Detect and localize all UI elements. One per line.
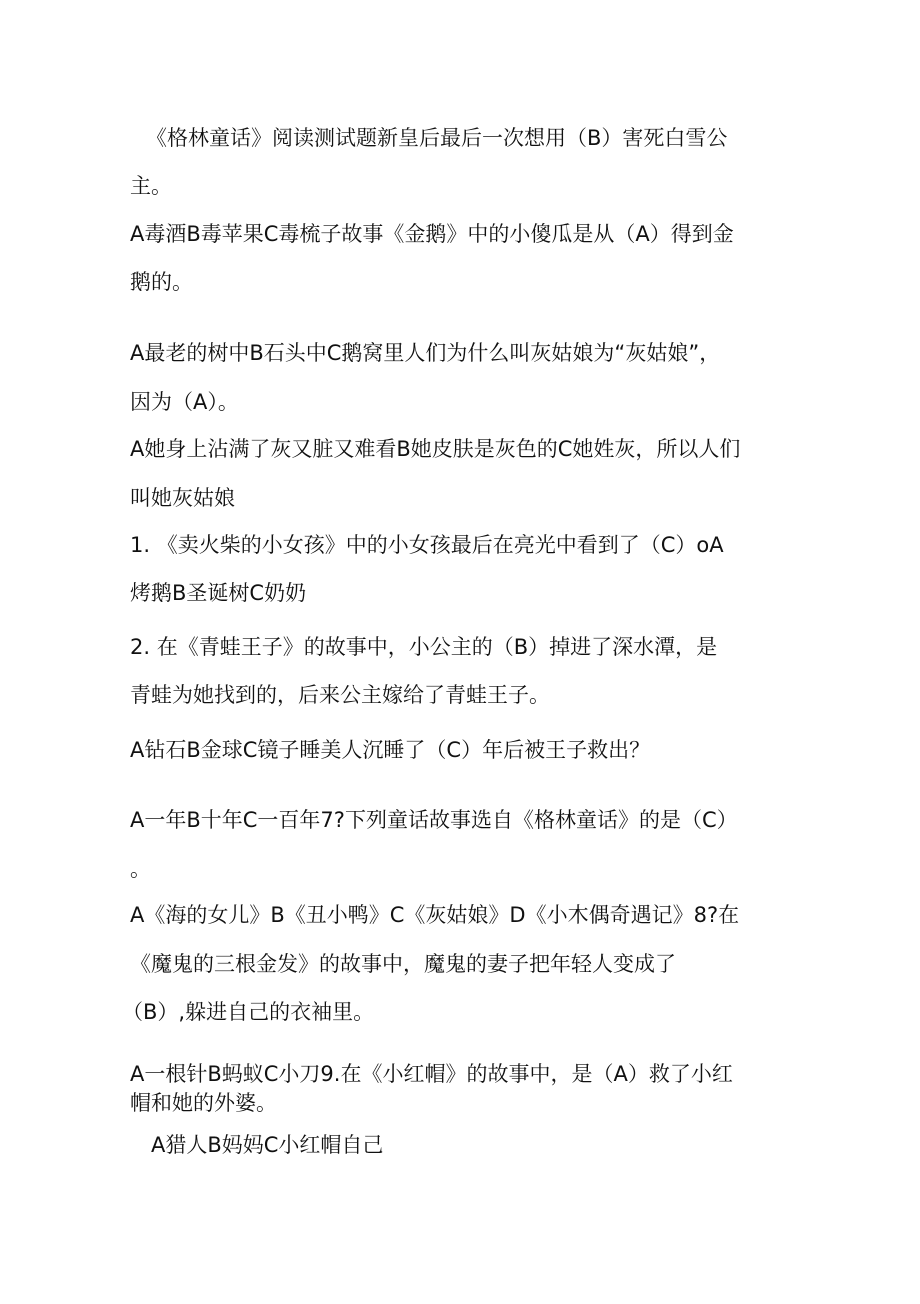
text-line-9: 1. 《卖火柴的小女孩》中的小女孩最后在亮光中看到了（C）oA (130, 533, 724, 557)
text-line-1: 《格林童话》阅读测试题新皇后最后一次想用（B）害死白雪公 (146, 126, 728, 150)
text-line-2: 主。 (130, 174, 172, 198)
text-line-12: 青蛙为她找到的，后来公主嫁给了青蛙王子。 (130, 683, 550, 707)
text-line-3: A毒酒B毒苹果C毒梳子故事《金鹅》中的小傻瓜是从（A）得到金 (130, 222, 734, 246)
text-line-15: 。 (130, 857, 151, 881)
text-line-4: 鹅的。 (130, 270, 193, 294)
text-line-16: A《海的女儿》B《丑小鸭》C《灰姑娘》D《小木偶奇遇记》8?在 (130, 903, 740, 927)
text-line-6: 因为（A）。 (130, 390, 239, 414)
text-line-13: A钻石B金球C镜子睡美人沉睡了（C）年后被王子救出？ (130, 738, 651, 762)
text-line-19: A一根针B蚂蚁C小刀9.在《小红帽》的故事中，是（A）救了小红 (130, 1062, 733, 1086)
text-line-8: 叫她灰姑娘 (130, 486, 235, 510)
text-line-17: 《魔鬼的三根金发》的故事中，魔鬼的妻子把年轻人变成了 (130, 952, 676, 976)
text-line-11: 2. 在《青蛙王子》的故事中，小公主的（B）掉进了深水潭，是 (130, 635, 718, 659)
text-line-10: 烤鹅B圣诞树C奶奶 (130, 581, 307, 605)
text-line-21: A猎人B妈妈C小红帽自己 (151, 1133, 384, 1157)
text-line-20: 帽和她的外婆。 (130, 1091, 277, 1115)
text-line-14: A一年B十年C一百年7?下列童话故事选自《格林童话》的是（C） (130, 808, 738, 832)
text-line-18: （B）,躲进自己的衣袖里。 (122, 1000, 375, 1024)
text-line-7: A她身上沾满了灰又脏又难看B她皮肤是灰色的C她姓灰，所以人们 (130, 437, 741, 461)
text-line-5: A最老的树中B石头中C鹅窝里人们为什么叫灰姑娘为“灰姑娘”， (130, 341, 721, 365)
